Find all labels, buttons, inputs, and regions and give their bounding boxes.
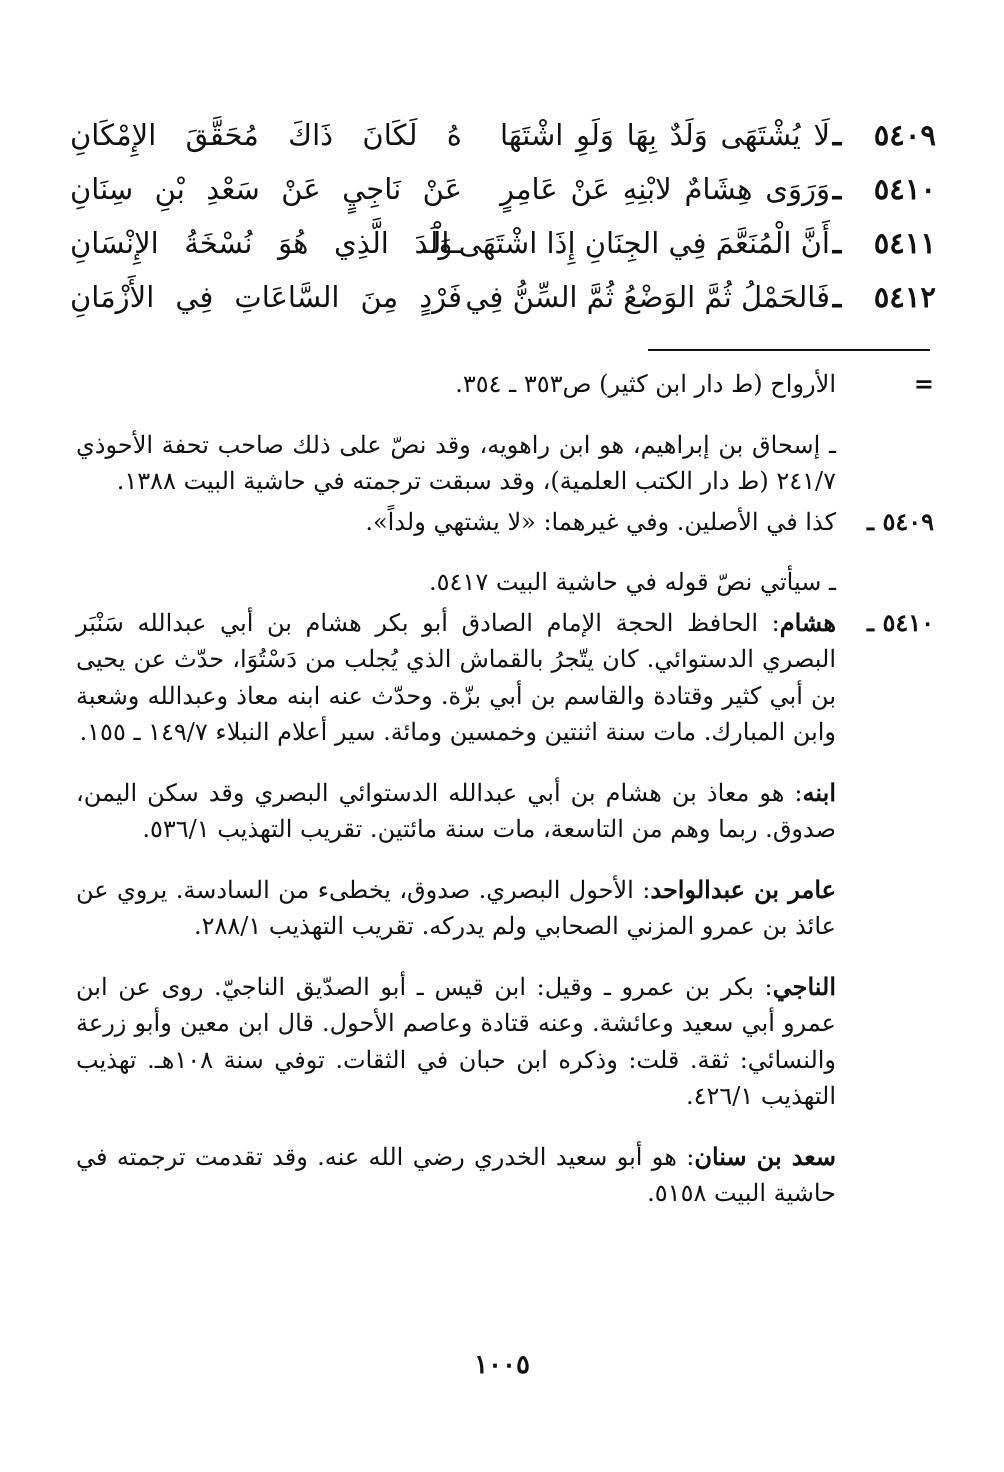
verse-first-hemistich: فَالحَمْلُ ثُمَّ الوَضْعُ ثُمَّ السِّنُّ فِي: [465, 280, 830, 314]
verse-dash: ـ: [832, 172, 842, 206]
continuation-mark: =: [913, 369, 934, 398]
verse-second-hemistich: فَرْدٍ مِنَ السَّاعَاتِ فِي الأَزْمَانِ: [70, 280, 462, 314]
verse-first-hemistich: أَنَّ الْمُنَعَّمَ فِي الجِنَانِ إِذَا اشْتَهَى الْـ: [424, 226, 830, 260]
entry-naji: [76, 969, 836, 1115]
footnote-number: ٥٤٠٩: [882, 506, 934, 536]
entry-label: هشام: [779, 607, 836, 637]
footnotes: [76, 366, 934, 1216]
verse-first-hemistich: وَرَوَى هِشَامٌ لابْنِهِ عَنْ عَامِرٍ: [500, 172, 830, 206]
entry-text: : هو أبو سعيد الخدري رضي الله عنه. وقد تقدمت ترجمته في حاشية البيت ٥١٥٨.: [76, 1142, 836, 1207]
verse-second-hemistich: هُ لَكَانَ ذَاكَ مُحَقَّقَ الإِمْكَانِ: [70, 118, 462, 152]
verse-second-hemistich: عَنْ نَاجِيٍ عَنْ سَعْدِ بْنِ سِنَانِ: [70, 172, 462, 206]
footnote-text: كذا في الأصلين. وفي غيرهما: «لا يشتهي ولداً».: [365, 507, 836, 536]
footnote-text: ـ سيأتي نصّ قوله في حاشية البيت ٥٤١٧.: [429, 568, 836, 596]
footnote-divider: [648, 349, 930, 351]
verse-number: ٥٤١٠: [873, 172, 936, 206]
verse-dash: ـ: [832, 118, 842, 152]
verse-line: [70, 270, 936, 324]
entry-ibnuh: [76, 775, 836, 848]
entry-amir: [76, 872, 836, 945]
verse-dash: ـ: [832, 280, 842, 314]
footnote-5410: ٥٤١٠ ـ هشام: الحافظ الحجة الإمام الصادق أبو بكر هشام بن أبي عبدالله سَنْبَر البصري الدستوائي. كان يتّجرُ بالقماش الذي يُجلب من دَسْتُوَا، حدّث عن يحيى بن أبي كثير وقتادة والقاسم بن أبي بزّة. وحدّث عنه ابنه معاذ وعبدالله وشعبة وابن المبارك. مات سنة اثنتين وخمسين ومائة. سير أعلام النبلاء ١٤٩/٧ ـ ١٥٥.: [76, 607, 934, 746]
verse-second-hemistich: ـوَلَدَ الَّذِي هُوَ نُسْخَةُ الإِنْسَانِ: [70, 226, 462, 260]
entry-text: : الأحول البصري. صدوق، يخطىء من السادسة. يروي عن عائذ بن عمرو المزني الصحابي ولم يدركه. تقريب التهذيب ٢٨٨/١.: [76, 875, 836, 940]
footnote-number: ٥٤١٠: [882, 607, 934, 637]
footnote-text: : الحافظ الحجة الإمام الصادق أبو بكر هشام بن أبي عبدالله سَنْبَر البصري الدستوائي. كان يتّجرُ بالقماش الذي يُجلب من دَسْتُوَا، حدّث عن يحيى بن أبي كثير وقتادة والقاسم بن أبي بزّة. وحدّث عنه ابنه معاذ وعبدالله وشعبة وابن المبارك. مات سنة اثنتين وخمسين ومائة. سير أعلام النبلاء ١٤٩/٧ ـ ١٥٥.: [76, 608, 836, 746]
verse-dash: ـ: [832, 226, 842, 260]
verse-line: [70, 216, 936, 270]
verses-block: [70, 108, 936, 324]
verse-line: [70, 162, 936, 216]
verse-number: ٥٤٠٩: [873, 118, 936, 152]
verse-line: [70, 108, 936, 162]
page-number: ١٠٠٥: [474, 1350, 530, 1380]
entry-text: : بكر بن عمرو ـ وقيل: ابن قيس ـ أبو الصدّيق الناجيّ. روى عن ابن عمرو أبي سعيد وعائشة. وعنه قتادة وعاصم الأحول. قال ابن معين وأبو زرعة والنسائي: ثقة. قلت: وذكره ابن حبان في الثقات. توفي سنة ١٠٨هـ. تهذيب التهذيب ٤٢٦/١.: [76, 972, 837, 1110]
verse-number: ٥٤١٢: [873, 280, 936, 314]
entry-label: الناجي: [772, 971, 836, 1001]
entry-label: عامر بن عبدالواحد: [650, 874, 836, 904]
footnote-text: الأرواح (ط دار ابن كثير) ص٣٥٣ ـ ٣٥٤.: [455, 370, 836, 398]
entry-label: ابنه: [802, 777, 836, 807]
entry-text: : هو معاذ بن هشام بن أبي عبدالله الدستوائي البصري وقد سكن اليمن، صدوق. ربما وهم من التاسعة، مات سنة مائتين. تقريب التهذيب ٥٣٦/١.: [76, 778, 836, 843]
entry-label: سعد بن سنان: [694, 1141, 836, 1171]
entry-saad: [76, 1139, 836, 1212]
verse-first-hemistich: لَا يُشْتَهَى وَلَدٌ بِهَا وَلَوِ اشْتَهَا: [500, 118, 830, 152]
footnote-continuation: [76, 366, 934, 403]
footnote-text: ـ إسحاق بن إبراهيم، هو ابن راهويه، وقد نصّ على ذلك صاحب تحفة الأحوذي ٢٤١/٧ (ط دار الكتب العلمية)، وقد سبقت ترجمته في حاشية البيت ١٣٨٨.: [76, 430, 836, 495]
verse-number: ٥٤١١: [873, 226, 936, 260]
footnote-5409: ٥٤٠٩ ـ كذا في الأصلين. وفي غيرهما: «لا يشتهي ولداً».: [76, 504, 934, 541]
